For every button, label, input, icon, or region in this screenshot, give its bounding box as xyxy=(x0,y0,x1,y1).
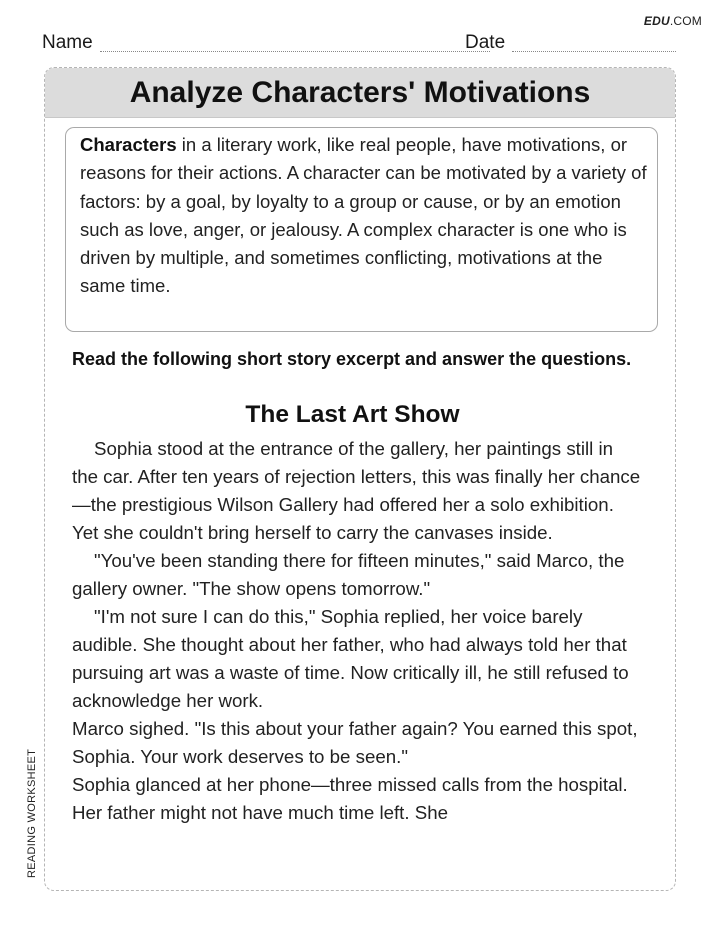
story-paragraph: "I'm not sure I can do this," Sophia replied, her voice barely audible. She thought about her father, who had always told her that pursuing art was a waste of time. Now critically ill, he still refused to acknowledge her work. xyxy=(72,606,629,711)
story-text xyxy=(72,435,644,827)
story-paragraph: Sophia glanced at her phone—three missed calls from the hospital. Her father might not have much time left. She xyxy=(72,774,628,823)
side-label: READING WORKSHEET xyxy=(26,748,38,878)
date-line[interactable] xyxy=(512,51,676,52)
definition-term: Characters xyxy=(80,134,177,155)
name-label: Name xyxy=(42,32,93,53)
date-label: Date xyxy=(465,32,506,53)
story-title: The Last Art Show xyxy=(245,401,460,428)
worksheet-title: Analyze Characters' Motivations xyxy=(45,68,675,118)
definition-box xyxy=(65,127,658,332)
worksheet-panel xyxy=(44,67,676,891)
story-paragraph: Marco sighed. "Is this about your father again? You earned this spot, Sophia. Your work deserves to be seen." xyxy=(72,718,638,767)
instruction-text: Read the following short story excerpt and answer the questions. xyxy=(72,349,632,369)
brand-logo: EDU.COM xyxy=(643,14,702,28)
name-line[interactable] xyxy=(100,51,490,52)
name-date-row xyxy=(42,32,676,56)
definition-text: in a literary work, like real people, have motivations, or reasons for their actions. A character can be motivated by a variety of factors: by a goal, by loyalty to a group or cause, or by an emotion such as love, anger, or jealousy. A complex character is one who is driven by multiple, and sometimes conflicting, motivations at the same time. xyxy=(80,134,647,297)
story-paragraph: "You've been standing there for fifteen minutes," said Marco, the gallery owner. "The show opens tomorrow." xyxy=(72,550,625,599)
story-paragraph: Sophia stood at the entrance of the gallery, her paintings still in the car. After ten years of rejection letters, this was finally her chance—the prestigious Wilson Gallery had offered her a solo exhibition. Yet she couldn't bring herself to carry the canvases inside. xyxy=(72,438,641,543)
